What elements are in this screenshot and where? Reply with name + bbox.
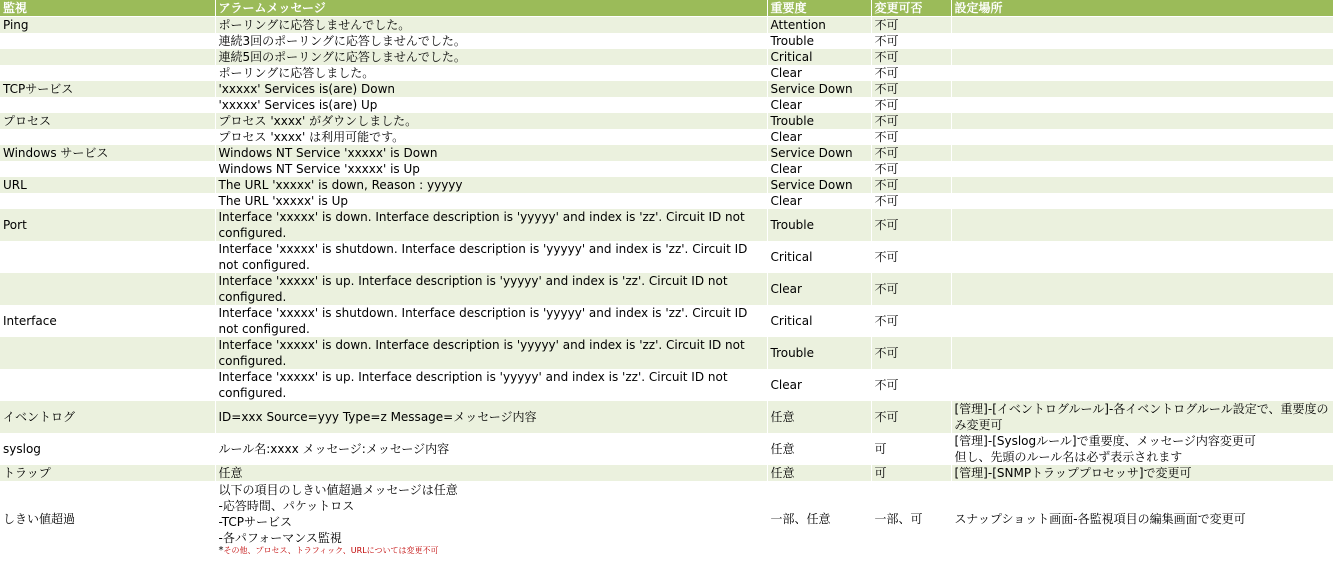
severity-cell: Trouble xyxy=(767,113,871,129)
setting-line: スナップショット画面-各監視項目の編集画面で変更可 xyxy=(954,512,1246,526)
severity-cell: Trouble xyxy=(767,209,871,241)
changeable-cell: 不可 xyxy=(871,81,951,97)
table-row xyxy=(0,241,1333,273)
changeable-cell: 可 xyxy=(871,465,951,481)
header-setting-location: 設定場所 xyxy=(951,0,1333,17)
monitor-cell: しきい値超過 xyxy=(0,481,215,557)
changeable-cell: 不可 xyxy=(871,337,951,369)
table-row xyxy=(0,129,1333,145)
severity-cell: Trouble xyxy=(767,33,871,49)
message-cell: ポーリングに応答しました。 xyxy=(215,65,767,81)
monitor-cell xyxy=(0,369,215,401)
setting-cell xyxy=(951,49,1333,65)
changeable-cell: 不可 xyxy=(871,369,951,401)
changeable-cell: 不可 xyxy=(871,401,951,433)
table-row xyxy=(0,305,1333,337)
monitor-cell: TCPサービス xyxy=(0,81,215,97)
message-cell: Interface 'xxxxx' is up. Interface description is 'yyyyy' and index is 'zz'. Circuit ID not configured. xyxy=(215,273,767,305)
header-alarm-message: アラームメッセージ xyxy=(215,0,767,17)
message-cell: Interface 'xxxxx' is down. Interface description is 'yyyyy' and index is 'zz'. Circuit ID not configured. xyxy=(215,209,767,241)
message-cell: ポーリングに応答しませんでした。 xyxy=(215,17,767,34)
changeable-cell: 一部、可 xyxy=(871,481,951,557)
table-row xyxy=(0,369,1333,401)
message-cell: 'xxxxx' Services is(are) Down xyxy=(215,81,767,97)
changeable-cell: 不可 xyxy=(871,129,951,145)
message-cell: Interface 'xxxxx' is up. Interface description is 'yyyyy' and index is 'zz'. Circuit ID not configured. xyxy=(215,369,767,401)
severity-cell: Service Down xyxy=(767,177,871,193)
table-row xyxy=(0,17,1333,34)
monitor-cell: Interface xyxy=(0,305,215,337)
table-row xyxy=(0,273,1333,305)
monitor-cell: syslog xyxy=(0,433,215,465)
message-cell: 連続5回のポーリングに応答しませんでした。 xyxy=(215,49,767,65)
changeable-cell: 不可 xyxy=(871,193,951,209)
table-row xyxy=(0,49,1333,65)
message-cell: プロセス 'xxxx' がダウンしました。 xyxy=(215,113,767,129)
header-row xyxy=(0,0,1333,17)
monitor-cell xyxy=(0,193,215,209)
severity-cell: 任意 xyxy=(767,401,871,433)
footnote xyxy=(219,546,765,556)
table-row xyxy=(0,65,1333,81)
severity-cell: Critical xyxy=(767,305,871,337)
severity-cell: Service Down xyxy=(767,81,871,97)
setting-cell xyxy=(951,33,1333,49)
message-line: -TCPサービス xyxy=(218,515,292,529)
monitor-cell xyxy=(0,161,215,177)
message-cell: Interface 'xxxxx' is shutdown. Interface description is 'yyyyy' and index is 'zz'. Circuit ID not configured. xyxy=(215,305,767,337)
setting-cell xyxy=(951,97,1333,113)
setting-cell xyxy=(951,337,1333,369)
monitor-cell: プロセス xyxy=(0,113,215,129)
changeable-cell: 不可 xyxy=(871,113,951,129)
message-cell: The URL 'xxxxx' is down, Reason : yyyyy xyxy=(215,177,767,193)
severity-cell: 任意 xyxy=(767,433,871,465)
table-row xyxy=(0,481,1333,557)
severity-cell: Critical xyxy=(767,241,871,273)
message-cell xyxy=(215,481,767,557)
severity-cell: Trouble xyxy=(767,337,871,369)
changeable-cell: 不可 xyxy=(871,161,951,177)
severity-cell: Clear xyxy=(767,193,871,209)
monitor-cell: トラップ xyxy=(0,465,215,481)
setting-cell xyxy=(951,177,1333,193)
message-line: 以下の項目のしきい値超過メッセージは任意 xyxy=(218,483,458,497)
asterisk-icon: * xyxy=(218,545,224,556)
setting-cell xyxy=(951,241,1333,273)
header-monitor: 監視 xyxy=(0,0,215,17)
setting-cell xyxy=(951,129,1333,145)
message-cell: 'xxxxx' Services is(are) Up xyxy=(215,97,767,113)
setting-cell xyxy=(951,305,1333,337)
message-line: -応答時間、パケットロス xyxy=(218,499,355,513)
severity-cell: Clear xyxy=(767,161,871,177)
message-cell: The URL 'xxxxx' is Up xyxy=(215,193,767,209)
setting-cell xyxy=(951,145,1333,161)
table-row xyxy=(0,161,1333,177)
monitor-cell xyxy=(0,273,215,305)
monitor-cell: Windows サービス xyxy=(0,145,215,161)
table-row xyxy=(0,401,1333,433)
table-row xyxy=(0,193,1333,209)
table-row xyxy=(0,433,1333,465)
setting-cell xyxy=(951,193,1333,209)
table-row xyxy=(0,465,1333,481)
table-row xyxy=(0,337,1333,369)
monitor-cell xyxy=(0,49,215,65)
footnote-text: その他、プロセス、トラフィック、URLについては変更不可 xyxy=(223,546,439,555)
setting-line: [管理]-[SNMPトラッププロセッサ]で変更可 xyxy=(954,466,1192,480)
severity-cell: Clear xyxy=(767,369,871,401)
severity-cell: Attention xyxy=(767,17,871,34)
setting-cell xyxy=(951,65,1333,81)
setting-cell xyxy=(951,369,1333,401)
message-cell: ID=xxx Source=yyy Type=z Message=メッセージ内容 xyxy=(215,401,767,433)
severity-cell: Clear xyxy=(767,273,871,305)
monitor-cell xyxy=(0,33,215,49)
table-row xyxy=(0,145,1333,161)
severity-cell: Critical xyxy=(767,49,871,65)
changeable-cell: 不可 xyxy=(871,241,951,273)
monitor-cell: URL xyxy=(0,177,215,193)
message-cell: ルール名:xxxx メッセージ:メッセージ内容 xyxy=(215,433,767,465)
severity-cell: Clear xyxy=(767,129,871,145)
setting-cell xyxy=(951,113,1333,129)
monitor-cell xyxy=(0,65,215,81)
setting-cell xyxy=(951,17,1333,34)
severity-cell: Clear xyxy=(767,97,871,113)
table-row xyxy=(0,97,1333,113)
setting-cell xyxy=(951,465,1333,481)
monitor-cell: Ping xyxy=(0,17,215,34)
message-line: -各パフォーマンス監視 xyxy=(218,531,342,545)
header-severity: 重要度 xyxy=(767,0,871,17)
severity-cell: Service Down xyxy=(767,145,871,161)
monitor-cell: イベントログ xyxy=(0,401,215,433)
table-row xyxy=(0,177,1333,193)
table-row xyxy=(0,113,1333,129)
monitor-cell: Port xyxy=(0,209,215,241)
message-cell: プロセス 'xxxx' は利用可能です。 xyxy=(215,129,767,145)
message-cell: Interface 'xxxxx' is down. Interface description is 'yyyyy' and index is 'zz'. Circuit ID not configured. xyxy=(215,337,767,369)
changeable-cell: 不可 xyxy=(871,65,951,81)
setting-line: [管理]-[イベントログルール]-各イベントログルール設定で、重要度のみ変更可 xyxy=(954,402,1329,432)
table-row xyxy=(0,209,1333,241)
message-cell: Interface 'xxxxx' is shutdown. Interface description is 'yyyyy' and index is 'zz'. Circuit ID not configured. xyxy=(215,241,767,273)
changeable-cell: 不可 xyxy=(871,33,951,49)
changeable-cell: 不可 xyxy=(871,145,951,161)
monitor-cell xyxy=(0,337,215,369)
setting-cell xyxy=(951,273,1333,305)
changeable-cell: 不可 xyxy=(871,305,951,337)
setting-cell xyxy=(951,433,1333,465)
header-changeable: 変更可否 xyxy=(871,0,951,17)
message-cell: 任意 xyxy=(215,465,767,481)
alarm-table-body xyxy=(0,17,1333,558)
changeable-cell: 可 xyxy=(871,433,951,465)
changeable-cell: 不可 xyxy=(871,273,951,305)
monitor-cell xyxy=(0,97,215,113)
setting-cell xyxy=(951,481,1333,557)
severity-cell: Clear xyxy=(767,65,871,81)
changeable-cell: 不可 xyxy=(871,177,951,193)
changeable-cell: 不可 xyxy=(871,97,951,113)
setting-cell xyxy=(951,161,1333,177)
changeable-cell: 不可 xyxy=(871,17,951,34)
message-cell: Windows NT Service 'xxxxx' is Down xyxy=(215,145,767,161)
monitor-cell xyxy=(0,241,215,273)
message-cell: Windows NT Service 'xxxxx' is Up xyxy=(215,161,767,177)
message-cell: 連続3回のポーリングに応答しませんでした。 xyxy=(215,33,767,49)
setting-cell xyxy=(951,401,1333,433)
table-row xyxy=(0,81,1333,97)
setting-line: 但し、先頭のルール名は必ず表示されます xyxy=(954,450,1183,464)
severity-cell: 任意 xyxy=(767,465,871,481)
table-row xyxy=(0,33,1333,49)
setting-cell xyxy=(951,209,1333,241)
monitor-cell xyxy=(0,129,215,145)
changeable-cell: 不可 xyxy=(871,49,951,65)
changeable-cell: 不可 xyxy=(871,209,951,241)
setting-line: [管理]-[Syslogルール]で重要度、メッセージ内容変更可 xyxy=(954,434,1256,448)
setting-cell xyxy=(951,81,1333,97)
severity-cell: 一部、任意 xyxy=(767,481,871,557)
